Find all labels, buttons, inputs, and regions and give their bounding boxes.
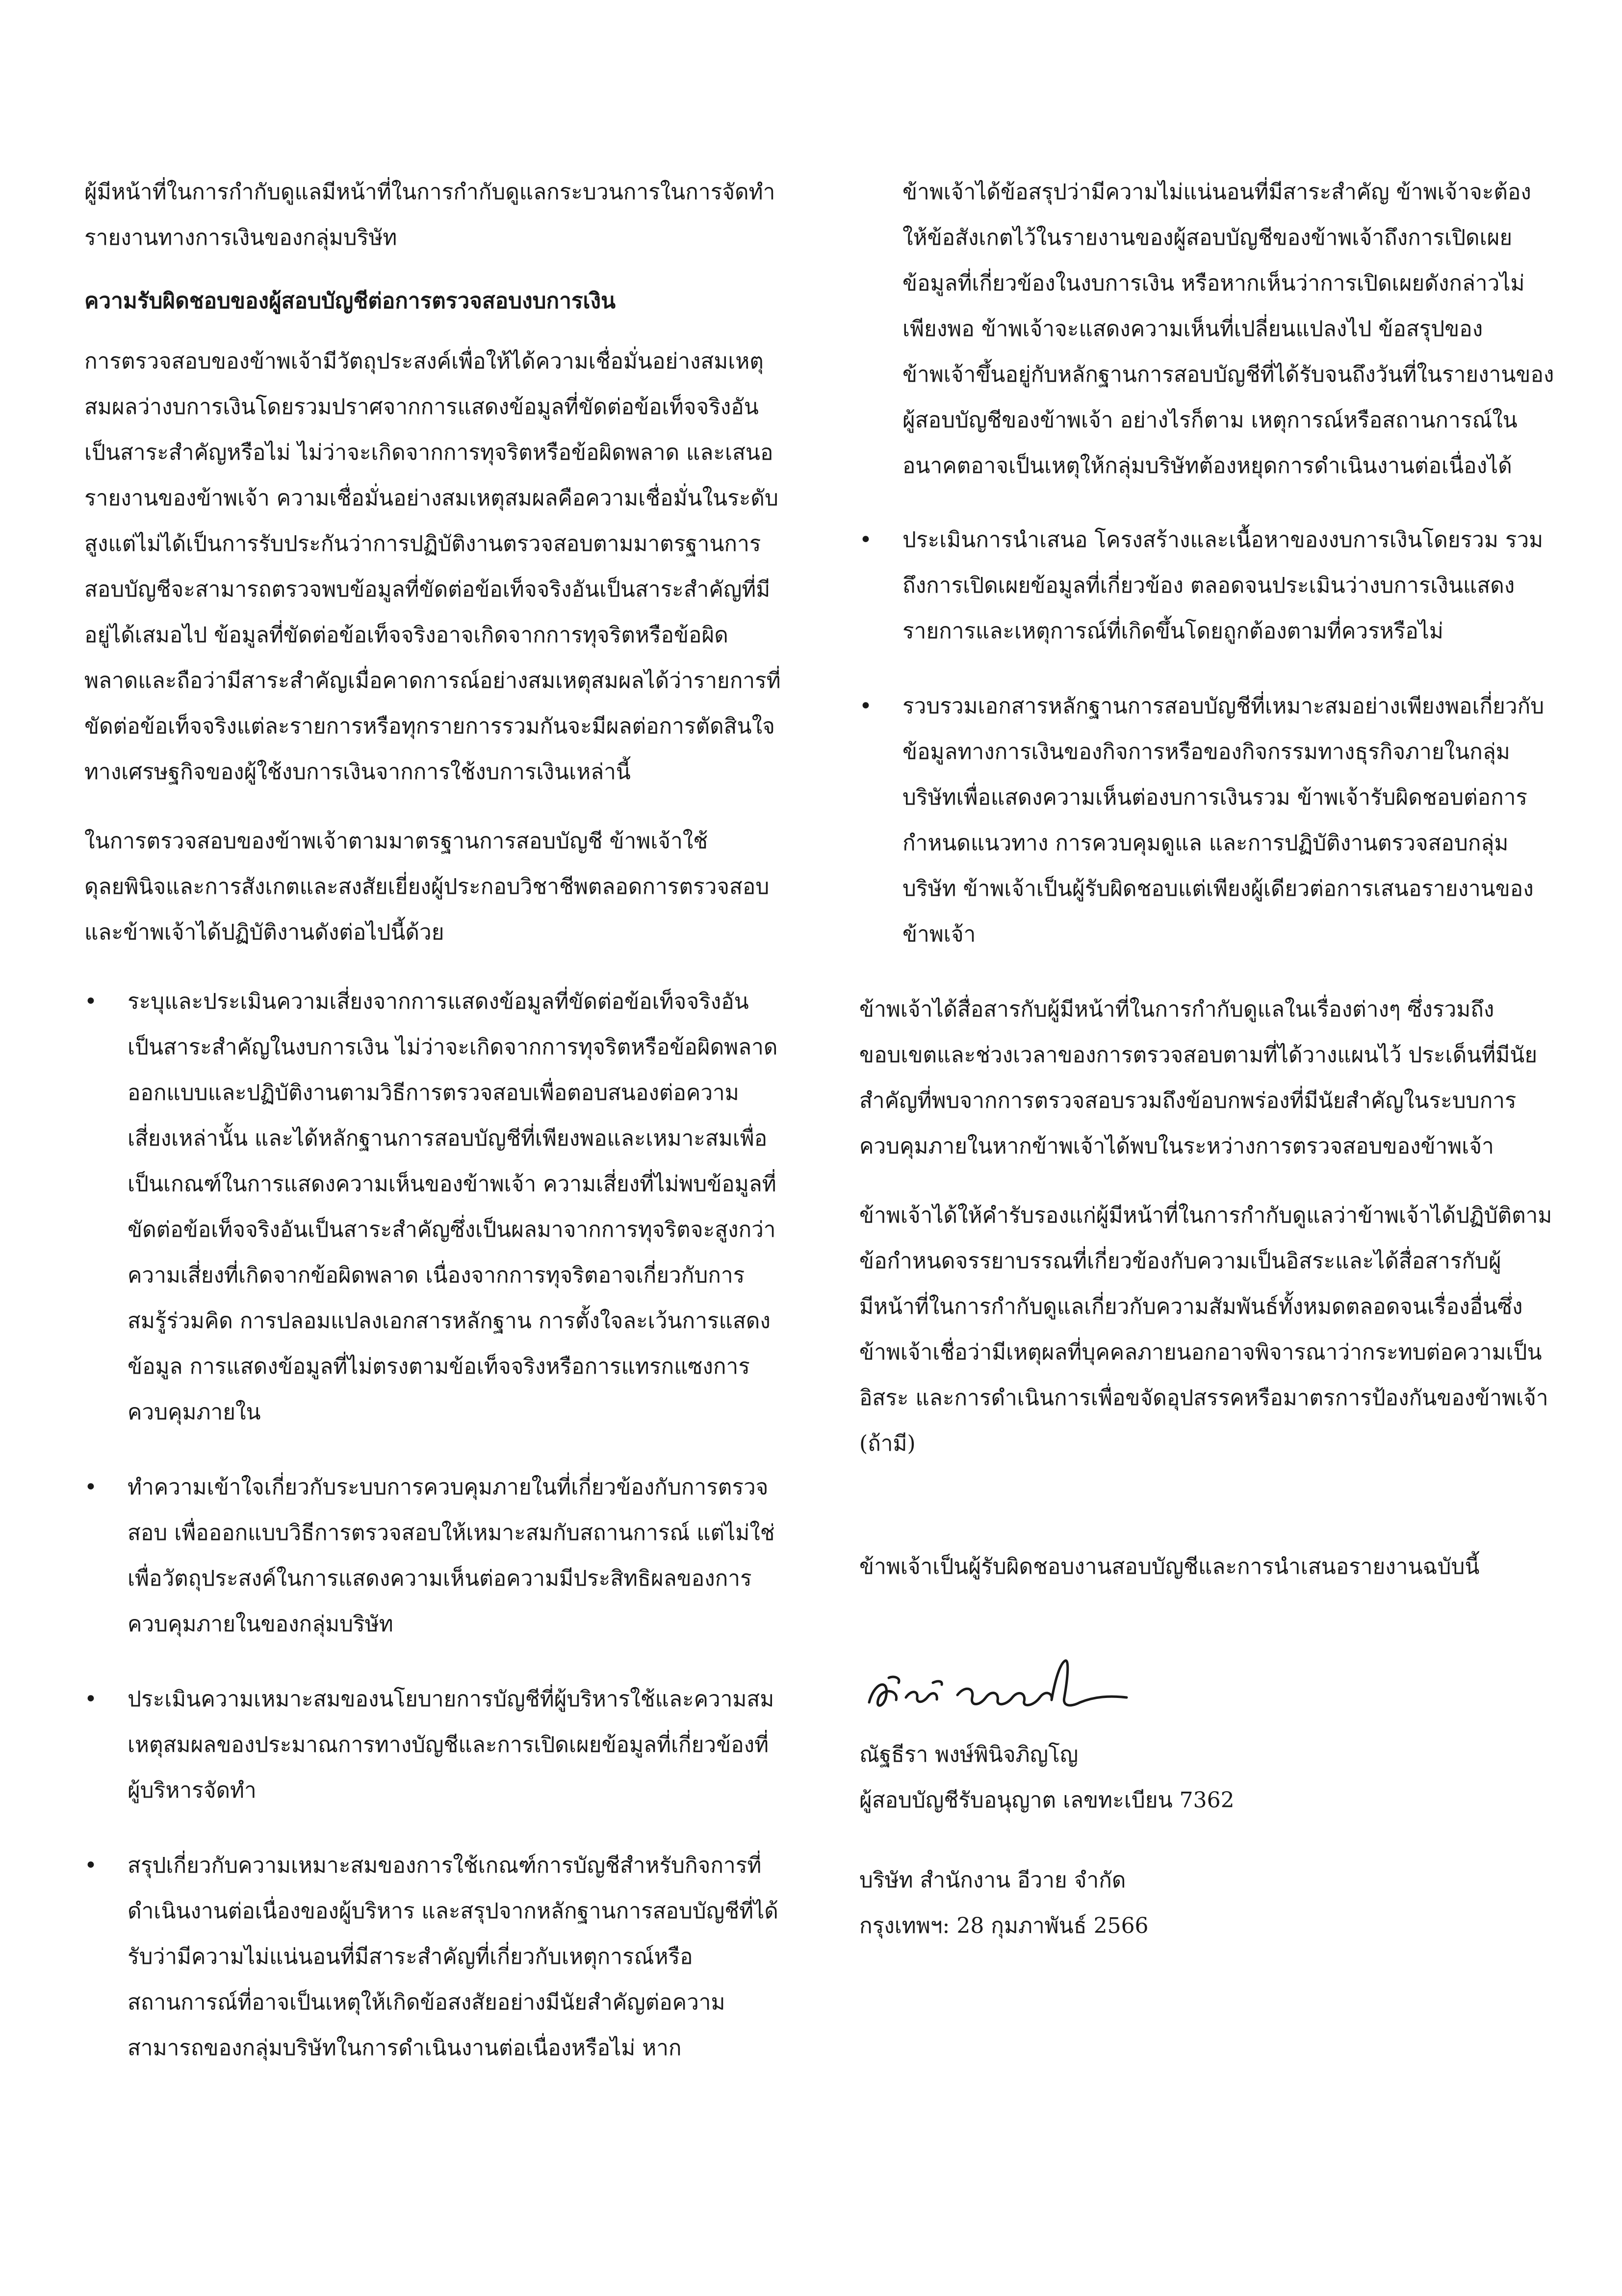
bullet-icon: • (84, 1687, 97, 1712)
list-item-text: สรุปเกี่ยวกับความเหมาะสมของการใช้เกณฑ์การบัญชีสำหรับกิจการที่ดำเนินงานต่อเนื่องของผู้บริหาร และสรุปจากหลักฐานการสอบบัญชีที่ได้รับว่ามีความไม่แน่นอนที่มีสาระสำคัญที่เกี่ยวกับเหตุการณ์หรือสถานการณ์ที่อาจเป็นเหตุให้เกิดข้อสงสัยอย่างมีนัยสำคัญต่อความสามารถของกลุ่มบริษัทในการดำเนินงานต่อเนื่องหรือไม่ หาก (128, 1853, 778, 2061)
list-item (859, 683, 1556, 957)
governance-intro-paragraph: ผู้มีหน้าที่ในการกำกับดูแลมีหน้าที่ในการกำกับดูแลกระบวนการในการจัดทำรายงานทางการเงินของกลุ่มบริษัท (84, 180, 775, 250)
handwritten-signature-icon (859, 1648, 1134, 1727)
signer-license: ผู้สอบบัญชีรับอนุญาต เลขทะเบียน 7362 (859, 1788, 1235, 1813)
right-column (859, 169, 1556, 1949)
list-item-text: รวบรวมเอกสารหลักฐานการสอบบัญชีที่เหมาะสมอย่างเพียงพอเกี่ยวกับข้อมูลทางการเงินของกิจการหรือของกิจกรรมทางธุรกิจภายในกลุ่มบริษัทเพื่อแสดงความเห็นต่องบการเงินรวม ข้าพเจ้ารับผิดชอบต่อการกำหนดแนวทาง การควบคุมดูแล และการปฏิบัติงานตรวจสอบกลุ่มบริษัท ข้าพเจ้าเป็นผู้รับผิดชอบแต่เพียงผู้เดียวต่อการเสนอรายงานของข้าพเจ้า (902, 694, 1545, 947)
place-and-date: กรุงเทพฯ: 28 กุมภาพันธ์ 2566 (859, 1913, 1149, 1938)
audit-procedures-list-continued (859, 517, 1556, 957)
left-column (84, 169, 781, 2100)
list-item (84, 1464, 781, 1647)
list-item-text: ระบุและประเมินความเสี่ยงจากการแสดงข้อมูลที่ขัดต่อข้อเท็จจริงอันเป็นสาระสำคัญในงบการเงิน ไม่ว่าจะเกิดจากการทุจริตหรือข้อผิดพลาด ออกแบบและปฏิบัติงานตามวิธีการตรวจสอบเพื่อตอบสนองต่อความเสี่ยงเหล่านั้น และได้หลักฐานการสอบบัญชีที่เพียงพอและเหมาะสมเพื่อเป็นเกณฑ์ในการแสดงความเห็นของข้าพเจ้า ความเสี่ยงที่ไม่พบข้อมูลที่ขัดต่อข้อเท็จจริงอันเป็นสาระสำคัญซึ่งเป็นผลมาจากการทุจริตจะสูงกว่าความเสี่ยงที่เกิดจากข้อผิดพลาด เนื่องจากการทุจริตอาจเกี่ยวกับการสมรู้ร่วมคิด การปลอมแปลงเอกสารหลักฐาน การตั้งใจละเว้นการแสดงข้อมูล การแสดงข้อมูลที่ไม่ตรงตามข้อเท็จจริงหรือการแทรกแซงการควบคุมภายใน (128, 989, 778, 1425)
audit-firm-name: บริษัท สำนักงาน อีวาย จำกัด (859, 1868, 1126, 1893)
list-item (84, 1676, 781, 1813)
bullet-icon: • (859, 694, 872, 719)
list-item-text: ประเมินการนำเสนอ โครงสร้างและเนื้อหาของงบการเงินโดยรวม รวมถึงการเปิดเผยข้อมูลที่เกี่ยวข้อง ตลอดจนประเมินว่างบการเงินแสดงรายการและเหตุการณ์ที่เกิดขึ้นโดยถูกต้องตามที่ควรหรือไม่ (902, 527, 1544, 644)
audit-objective-paragraph: การตรวจสอบของข้าพเจ้ามีวัตถุประสงค์เพื่อให้ได้ความเชื่อมั่นอย่างสมเหตุสมผลว่างบการเงินโดยรวมปราศจากการแสดงข้อมูลที่ขัดต่อข้อเท็จจริงอันเป็นสาระสำคัญหรือไม่ ไม่ว่าจะเกิดจากการทุจริตหรือข้อผิดพลาด และเสนอรายงานของข้าพเจ้า ความเชื่อมั่นอย่างสมเหตุสมผลคือความเชื่อมั่นในระดับสูงแต่ไม่ได้เป็นการรับประกันว่าการปฏิบัติงานตรวจสอบตามมาตรฐานการสอบบัญชีจะสามารถตรวจพบข้อมูลที่ขัดต่อข้อเท็จจริงอันเป็นสาระสำคัญที่มีอยู่ได้เสมอไป ข้อมูลที่ขัดต่อข้อเท็จจริงอาจเกิดจากการทุจริตหรือข้อผิดพลาดและถือว่ามีสาระสำคัญเมื่อคาดการณ์อย่างสมเหตุสมผลได้ว่ารายการที่ขัดต่อข้อเท็จจริงแต่ละรายการหรือทุกรายการรวมกันจะมีผลต่อการตัดสินใจทางเศรษฐกิจของผู้ใช้งบการเงินจากการใช้งบการเงินเหล่านี้ (84, 349, 781, 784)
signer-name: ณัฐธีรา พงษ์พินิจภิญโญ (859, 1742, 1079, 1767)
professional-judgement-paragraph: ในการตรวจสอบของข้าพเจ้าตามมาตรฐานการสอบบัญชี ข้าพเจ้าใช้ดุลยพินิจและการสังเกตและสงสัยเยี่ยงผู้ประกอบวิชาชีพตลอดการตรวจสอบ และข้าพเจ้าได้ปฏิบัติงานดังต่อไปนี้ด้วย (84, 829, 770, 945)
bullet-icon: • (84, 1475, 97, 1500)
section-heading: ความรับผิดชอบของผู้สอบบัญชีต่อการตรวจสอบงบการเงิน (84, 288, 616, 313)
bullet-icon: • (84, 1853, 97, 1878)
communication-paragraph: ข้าพเจ้าได้สื่อสารกับผู้มีหน้าที่ในการกำกับดูแลในเรื่องต่างๆ ซึ่งรวมถึงขอบเขตและช่วงเวลาของการตรวจสอบตามที่ได้วางแผนไว้ ประเด็นที่มีนัยสำคัญที่พบจากการตรวจสอบรวมถึงข้อบกพร่องที่มีนัยสำคัญในระบบการควบคุมภายในหากข้าพเจ้าได้พบในระหว่างการตรวจสอบของข้าพเจ้า (859, 997, 1538, 1159)
list-item (84, 979, 781, 1435)
independence-paragraph: ข้าพเจ้าได้ให้คำรับรองแก่ผู้มีหน้าที่ในการกำกับดูแลว่าข้าพเจ้าได้ปฏิบัติตามข้อกำหนดจรรยาบรรณที่เกี่ยวข้องกับความเป็นอิสระและได้สื่อสารกับผู้มีหน้าที่ในการกำกับดูแลเกี่ยวกับความสัมพันธ์ทั้งหมดตลอดจนเรื่องอื่นซึ่งข้าพเจ้าเชื่อว่ามีเหตุผลที่บุคคลภายนอกอาจพิจารณาว่ากระทบต่อความเป็นอิสระ และการดำเนินการเพื่อขจัดอุปสรรคหรือมาตรการป้องกันของข้าพเจ้า (ถ้ามี) (859, 1203, 1552, 1456)
going-concern-continued-text: ข้าพเจ้าได้ข้อสรุปว่ามีความไม่แน่นอนที่มีสาระสำคัญ ข้าพเจ้าจะต้องให้ข้อสังเกตไว้ในรายงานของผู้สอบบัญชีของข้าพเจ้าถึงการเปิดเผยข้อมูลที่เกี่ยวข้องในงบการเงิน หรือหากเห็นว่าการเปิดเผยดังกล่าวไม่เพียงพอ ข้าพเจ้าจะแสดงความเห็นที่เปลี่ยนแปลงไป ข้อสรุปของข้าพเจ้าขึ้นอยู่กับหลักฐานการสอบบัญชีที่ได้รับจนถึงวันที่ในรายงานของผู้สอบบัญชีของข้าพเจ้า อย่างไรก็ตาม เหตุการณ์หรือสถานการณ์ในอนาคตอาจเป็นเหตุให้กลุ่มบริษัทต้องหยุดการดำเนินงานต่อเนื่องได้ (902, 180, 1554, 478)
audit-procedures-list (84, 979, 781, 2071)
list-item-text: ประเมินความเหมาะสมของนโยบายการบัญชีที่ผู้บริหารใช้และความสมเหตุสมผลของประมาณการทางบัญชีและการเปิดเผยข้อมูลที่เกี่ยวข้องที่ผู้บริหารจัดทำ (128, 1687, 774, 1803)
bullet-icon: • (84, 989, 97, 1014)
list-item (84, 1843, 781, 2071)
list-item-text: ทำความเข้าใจเกี่ยวกับระบบการควบคุมภายในที่เกี่ยวข้องกับการตรวจสอบ เพื่อออกแบบวิธีการตรวจสอบให้เหมาะสมกับสถานการณ์ แต่ไม่ใช่เพื่อวัตถุประสงค์ในการแสดงความเห็นต่อความมีประสิทธิผลของการควบคุมภายในของกลุ่มบริษัท (128, 1475, 775, 1637)
spacer (859, 1490, 1556, 1544)
list-item (859, 517, 1556, 654)
responsibility-statement: ข้าพเจ้าเป็นผู้รับผิดชอบงานสอบบัญชีและการนำเสนอรายงานฉบับนี้ (859, 1554, 1480, 1579)
bullet-icon: • (859, 527, 872, 552)
